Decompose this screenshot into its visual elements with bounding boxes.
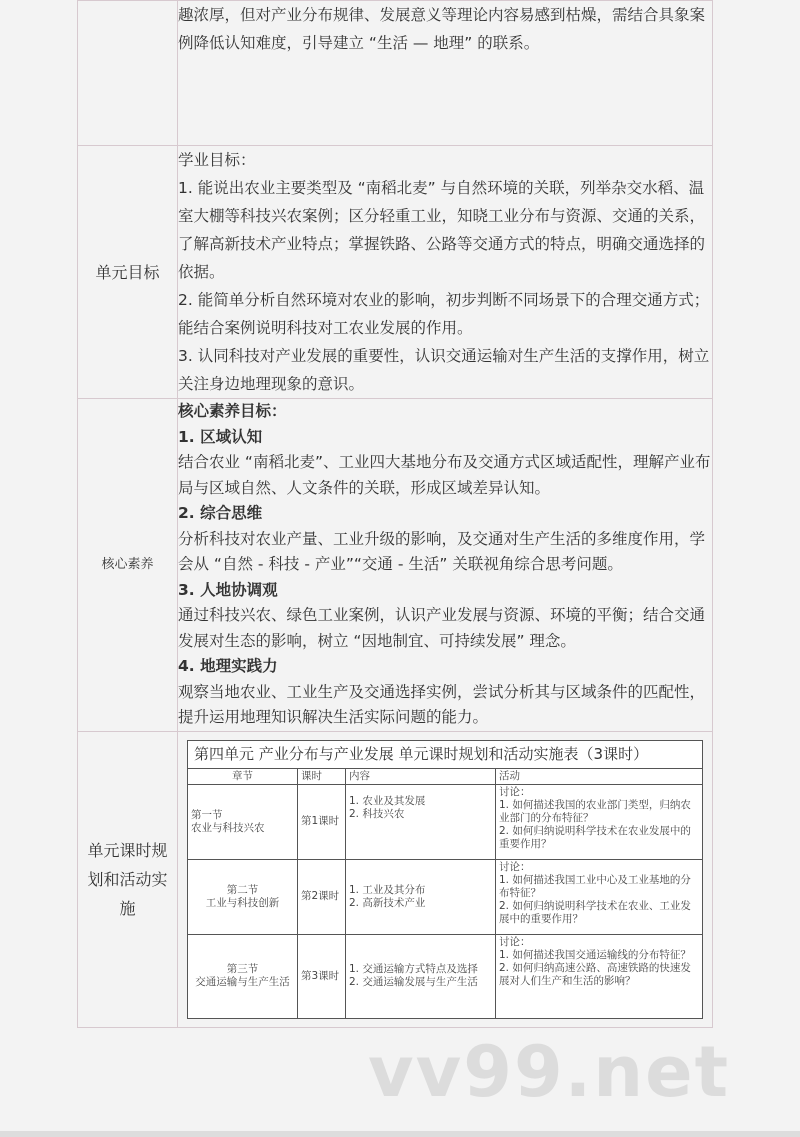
goal-line: 学业目标：: [178, 151, 256, 169]
schedule-cell: [178, 731, 713, 1027]
activity-line: 1. 如何描述我国工业中心及工业基地的分布特征？: [499, 873, 691, 899]
schedule-image-table: [187, 740, 703, 1019]
header-content: 内容: [346, 768, 496, 784]
item-text: 通过科技兴农、绿色工业案例，认识产业发展与资源、环境的平衡；结合交通发展对生态的影响，树立 “因地制宜、可持续发展” 理念。: [178, 606, 706, 650]
section-number: 第一节: [191, 808, 223, 821]
section-cell: [188, 934, 298, 1018]
section-number: 第三节: [226, 963, 259, 975]
period-cell: 第3课时: [298, 934, 346, 1018]
section-title: 交通运输与生产生活: [195, 976, 290, 988]
content-cell: [346, 859, 496, 934]
header-period: 课时: [298, 768, 346, 784]
row-label-core-literacy: 核心素养: [78, 399, 178, 732]
activity-line: 讨论：: [499, 935, 531, 948]
table-row: [78, 1, 713, 146]
core-heading: 核心素养目标：: [178, 402, 287, 420]
schedule-header-row: [188, 768, 703, 784]
schedule-title-row: [188, 740, 703, 768]
table-row: [78, 399, 713, 732]
core-literacy-cell: [178, 399, 713, 732]
item-text: 分析科技对农业产量、工业升级的影响，及交通对生产生活的多维度作用，学会从 “自然 - 科技 - 产业”“交通 - 生活” 关联视角综合思考问题。: [178, 529, 706, 573]
table-row: [78, 731, 713, 1027]
goal-line: 3. 认同科技对产业发展的重要性，认识交通运输对生产生活的支撑作用，树立关注身边地理现象的意识。: [178, 347, 710, 393]
content-cell: [346, 934, 496, 1018]
student-analysis-text: 趣浓厚，但对产业分布规律、发展意义等理论内容易感到枯燥，需结合具象案例降低认知难度，引导建立 “生活 — 地理” 的联系。: [178, 1, 713, 146]
content-line: 2. 科技兴农: [349, 807, 405, 820]
item-text: 结合农业 “南稻北麦”、工业四大基地分布及交通方式区域适配性，理解产业布局与区域自然、人文条件的关联，形成区域差异认知。: [178, 453, 711, 497]
activity-line: 1. 如何描述我国的农业部门类型，归纳农业部门的分布特征？: [499, 798, 691, 824]
activity-line: 2. 如何归纳说明科学技术在农业发展中的重要作用？: [499, 824, 691, 850]
section-number: 第二节: [226, 883, 259, 896]
activity-cell: [496, 934, 703, 1018]
section-cell: [188, 784, 298, 859]
activity-line: 2. 如何归纳说明科学技术在农业、工业发展中的重要作用？: [499, 899, 691, 925]
item-title: 4. 地理实践力: [178, 657, 278, 675]
period-cell: 第1课时: [298, 784, 346, 859]
row-label-schedule: 单元课时规划和活动实施: [78, 731, 178, 1027]
goal-line: 1. 能说出农业主要类型及 “南稻北麦” 与自然环境的关联，列举杂交水稻、温室大棚等科技兴农案例；区分轻重工业，知晓工业分布与资源、交通的关系，了解高新技术产业特点；掌握铁路、公路等交通方式的特点，明确交通选择的依据。: [178, 179, 706, 281]
activity-line: 讨论：: [499, 860, 531, 873]
section-cell: [188, 859, 298, 934]
activity-line: 讨论：: [499, 785, 531, 798]
unit-plan-table: [77, 0, 713, 1028]
content-line: 2. 高新技术产业: [349, 896, 426, 909]
schedule-title: 第四单元 产业分布与产业发展 单元课时规划和活动实施表（3课时）: [188, 740, 703, 768]
schedule-row: [188, 934, 703, 1018]
content-line: 1. 交通运输方式特点及选择: [349, 963, 478, 975]
item-title: 3. 人地协调观: [178, 580, 278, 599]
schedule-row: [188, 859, 703, 934]
item-title: 2. 综合思维: [178, 504, 263, 522]
header-activity: 活动: [496, 768, 703, 784]
content-cell: [346, 784, 496, 859]
content-line: 2. 交通运输发展与生产生活: [349, 976, 478, 988]
watermark: vv99.net: [368, 1030, 731, 1113]
content-line: 1. 农业及其发展: [349, 794, 426, 807]
row-label: [78, 1, 178, 146]
goal-line: 2. 能简单分析自然环境对农业的影响，初步判断不同场景下的合理交通方式；能结合案例说明科技对工农业发展的作用。: [178, 291, 710, 337]
page-bottom-edge: [0, 1131, 800, 1137]
activity-cell: [496, 784, 703, 859]
header-section: 章节: [188, 768, 298, 784]
item-title: 1. 区域认知: [178, 427, 263, 446]
section-title: 工业与科技创新: [205, 896, 280, 909]
unit-goals-cell: [178, 146, 713, 399]
table-row: [78, 146, 713, 399]
section-title: 农业与科技兴农: [191, 821, 265, 834]
activity-line: 2. 如何归纳高速公路、高速铁路的快速发展对人们生产和生活的影响？: [499, 961, 691, 987]
activity-line: 1. 如何描述我国交通运输线的分布特征？: [499, 948, 691, 961]
period-cell: 第2课时: [298, 859, 346, 934]
row-label-unit-goals: 单元目标: [78, 146, 178, 399]
activity-cell: [496, 859, 703, 934]
item-text: 观察当地农业、工业生产及交通选择实例，尝试分析其与区域条件的匹配性，提升运用地理知识解决生活实际问题的能力。: [178, 682, 706, 726]
content-line: 1. 工业及其分布: [349, 883, 426, 896]
schedule-row: [188, 784, 703, 859]
